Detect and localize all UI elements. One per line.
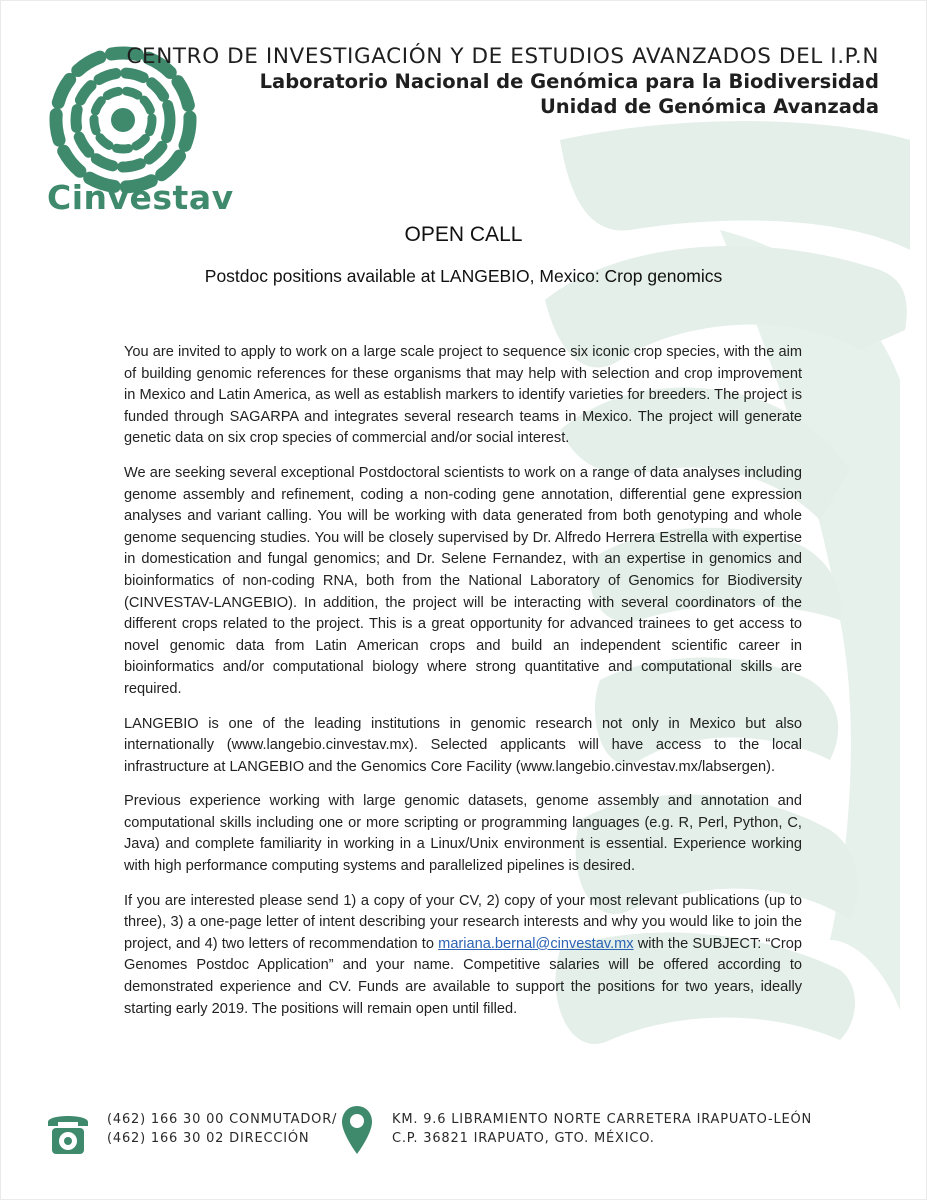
- unit-name: Unidad de Genómica Avanzada: [539, 95, 879, 118]
- footer: [0, 1100, 927, 1170]
- institution-name: CENTRO DE INVESTIGACIÓN Y DE ESTUDIOS AVANZADOS DEL I.P.N: [126, 44, 879, 69]
- postal-address: [392, 1110, 812, 1148]
- address-street: KM. 9.6 LIBRAMIENTO NORTE CARRETERA IRAPUATO-LEÓN: [392, 1112, 813, 1127]
- paragraph-positions: We are seeking several exceptional Postdoctoral scientists to work on a range of data analyses including genome assembly and refinement, coding a non-coding gene annotation, differential gene expression analyses and variant calling. You will be working with data generated from both genotyping and whole genome sequencing studies. You will be closely supervised by Dr. Alfredo Herrera Estrella with expertise in domestication and fungal genomics; and Dr. Selene Fernandez, with an expertise in genomics and bioinformatics of non-coding RNA, both from the National Laboratory of Genomics for Biodiversity (CINVESTAV-LANGEBIO). In addition, the project will be interacting with several coordinators of the different crops related to the project. This is a great opportunity for advanced trainees to get access to novel genomic data from Latin American crops and build an independent scientific career in bioinformatics and/or computational biology where strong quantitative and computational skills are required.: [124, 464, 802, 697]
- application-text-end: with the SUBJECT: “Crop Genomes Postdoc Application” and your name. Competitive salaries will be offered according to demonstrated experience and CV. Funds are available to support the positions for two years, ideally starting early 2019. The positions will remain open until filled.: [124, 935, 802, 1017]
- paragraph-requirements: Previous experience working with large genomic datasets, genome assembly and annotation and computational skills including one or more scripting or programming languages (e.g. R, Perl, Python, C, Java) and complete familiarity in working in a Linux/Unix environment is essential. Experience working with high performance computing systems and parallelized pipelines is desired.: [124, 793, 802, 875]
- paragraph-langebio: LANGEBIO is one of the leading institutions in genomic research not only in Mexico but also internationally (www.langebio.cinvestav.mx). Selected applicants will have access to the local infrastructure at LANGEBIO and the Genomics Core Facility (www.langebio.cinvestav.mx/labsergen).: [124, 715, 802, 775]
- page-title: OPEN CALL: [404, 223, 523, 246]
- laboratory-name: Laboratorio Nacional de Genómica para la Biodiversidad: [259, 70, 879, 93]
- page-subtitle: Postdoc positions available at LANGEBIO, Mexico: Crop genomics: [204, 266, 723, 286]
- paragraph-project: You are invited to apply to work on a large scale project to sequence six iconic crop species, with the aim of building genomic references for these organisms that may help with selection and crop improvement in Mexico and Latin America, as well as establish markers to identify varieties for breeders. The project is funded through SAGARPA and integrates several research teams in Mexico. The project will generate genetic data on six crop species of commercial and/or social interest.: [124, 344, 802, 447]
- phone-numbers: [107, 1110, 337, 1148]
- announcement-body: [124, 342, 802, 1033]
- paragraph-application: [124, 891, 802, 1021]
- application-text-start: If you are interested please send 1) a copy of your CV, 2) copy of your most relevant publications (up to three), 3) a one-page letter of intent describing your research interests and why you would like to join the project, and 4) two letters of recommendation to: [124, 892, 802, 952]
- map-pin-icon: [340, 1104, 374, 1156]
- address-city: C.P. 36821 IRAPUATO, GTO. MÉXICO.: [392, 1131, 655, 1146]
- contact-email-link[interactable]: mariana.bernal@cinvestav.mx: [438, 935, 634, 952]
- phone-direction: (462) 166 30 02 DIRECCIÓN: [107, 1131, 310, 1146]
- phone-switchboard: (462) 166 30 00 CONMUTADOR/: [107, 1112, 338, 1127]
- logo-text: Cinvestav: [47, 178, 234, 217]
- telephone-icon: [46, 1108, 90, 1156]
